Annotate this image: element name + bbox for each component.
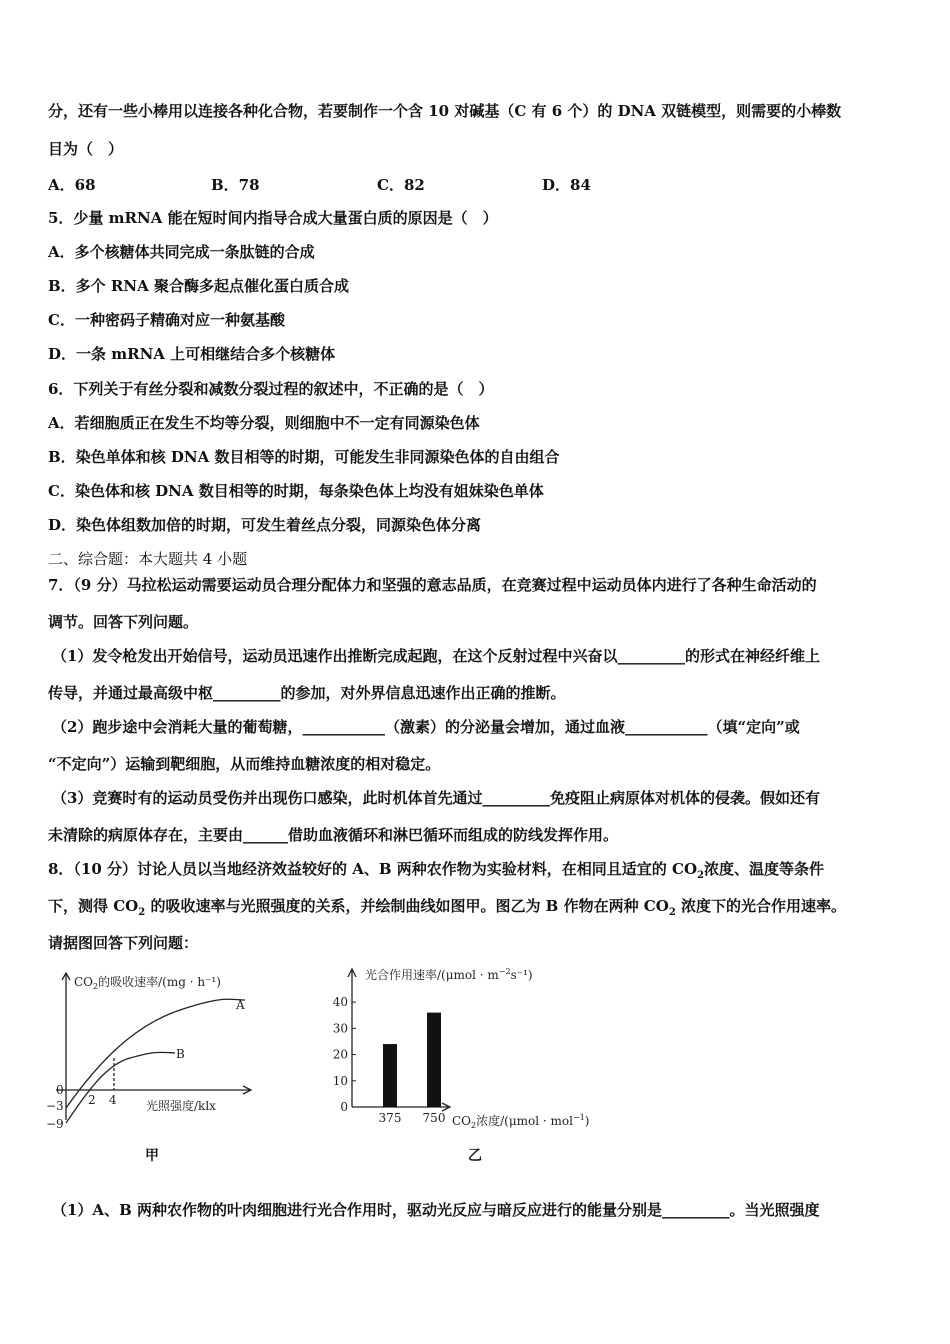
q5-option-b: B．多个 RNA 聚合酶多起点催化蛋白质合成	[48, 277, 349, 295]
yi-y-tick-3: 30	[332, 1021, 348, 1036]
yi-bar-750	[427, 1013, 441, 1107]
q5-option-a: A．多个核糖体共同完成一条肽链的合成	[48, 243, 315, 261]
yi-x-axis-label: $CO_2$浓度/(μmol · mol$^{-1}$)	[452, 1113, 590, 1130]
q8-part1-line1: （1）A、B 两种农作物的叶肉细胞进行光合作用时，驱动光反应与暗反应进行的能量分别是_________。当光照强度	[52, 1201, 820, 1219]
yi-y-tick-4: 40	[332, 995, 348, 1010]
section-heading: 二、综合题：本大题共 4 小题	[48, 550, 248, 568]
q6-option-b: B．染色单体和核 DNA 数目相等的时期，可能发生非同源染色体的自由组合	[48, 448, 560, 466]
q4-option-c: C．82	[377, 176, 425, 194]
yi-y-tick-1: 10	[332, 1073, 348, 1088]
yi-bar-375	[383, 1044, 397, 1107]
figure-jia-curve-chart	[40, 970, 270, 1130]
q5-option-c: C．一种密码子精确对应一种氨基酸	[48, 311, 285, 329]
jia-tick-0: 0	[56, 1083, 64, 1097]
figure-yi-bar-chart	[320, 962, 630, 1132]
q8-stem-line2: 下，测得 $CO_2$ 的吸收速率与光照强度的关系，并绘制曲线如图甲。图乙为 B 作物在两种 $CO_2$ 浓度下的光合作用速率。	[48, 897, 847, 918]
q4-stem-continuation: 分，还有一些小棒用以连接各种化合物，若要制作一个含 10 对碱基（C 有 6 个）的 DNA 双链模型，则需要的小棒数	[48, 102, 842, 120]
q6-option-d: D．染色体组数加倍的时期，可发生着丝点分裂，同源染色体分离	[48, 516, 482, 534]
q7-part2-line2: “不定向”）运输到靶细胞，从而维持血糖浓度的相对稳定。	[48, 755, 441, 773]
q5-option-d: D．一条 mRNA 上可相继结合多个核糖体	[48, 345, 336, 363]
q6-stem: 6．下列关于有丝分裂和减数分裂过程的叙述中，不正确的是（ ）	[48, 380, 494, 398]
q6-option-a: A．若细胞质正在发生不均等分裂，则细胞中不一定有同源染色体	[48, 414, 480, 432]
yi-x-tick-375: 375	[378, 1111, 402, 1125]
q7-part1-line1: （1）发令枪发出开始信号，运动员迅速作出推断完成起跑，在这个反射过程中兴奋以_________的形式在神经纤维上	[52, 647, 820, 665]
jia-y-axis-label: $CO_2$的吸收速率/(mg · h⁻¹)	[74, 975, 221, 991]
curve-b-label: B	[176, 1047, 185, 1061]
yi-y-tick-2: 20	[332, 1047, 348, 1062]
jia-tick-4: 4	[109, 1093, 117, 1107]
jia-x-axis-label: 光照强度/klx	[146, 1099, 216, 1113]
q8-stem-line1: 8．（10 分）讨论人员以当地经济效益较好的 A、B 两种农作物为实验材料，在相同且适宜的 $CO_2$浓度、温度等条件	[48, 860, 825, 881]
curve-a	[66, 999, 245, 1108]
jia-tick-neg9: −9	[46, 1117, 64, 1130]
jia-tick-2: 2	[88, 1093, 96, 1107]
q6-option-c: C．染色体和核 DNA 数目相等的时期，每条染色体上均没有姐妹染色单体	[48, 482, 544, 500]
q4-option-a: A．68	[48, 176, 96, 194]
yi-y-tick-0: 0	[340, 1100, 348, 1114]
q4-option-b: B．78	[211, 176, 260, 194]
jia-tick-neg3: −3	[46, 1099, 64, 1113]
q7-part2-line1: （2）跑步途中会消耗大量的葡萄糖，___________（激素）的分泌量会增加，通过血液___________（填“定向”或	[52, 718, 800, 736]
q7-stem-line1: 7．（9 分）马拉松运动需要运动员合理分配体力和坚强的意志品质，在竞赛过程中运动员体内进行了各种生命活动的	[48, 576, 817, 594]
q5-stem: 5．少量 mRNA 能在短时间内指导合成大量蛋白质的原因是（ ）	[48, 209, 498, 227]
q7-part1-line2: 传导，并通过最高级中枢_________的参加，对外界信息迅速作出正确的推断。	[48, 684, 566, 702]
q4-option-d: D．84	[542, 176, 591, 194]
q7-part3-line1: （3）竞赛时有的运动员受伤并出现伤口感染，此时机体首先通过_________免疫阻止病原体对机体的侵袭。假如还有	[52, 789, 820, 807]
yi-x-tick-750: 750	[422, 1111, 446, 1125]
q8-stem-line3: 请据图回答下列问题：	[48, 934, 199, 952]
figure-jia-caption: 甲	[145, 1148, 159, 1164]
figure-yi-caption: 乙	[468, 1148, 482, 1164]
q4-stem-end: 目为（ ）	[48, 140, 124, 158]
q7-part3-line2: 未清除的病原体存在，主要由______借助血液循环和淋巴循环而组成的防线发挥作用。	[48, 826, 619, 844]
q7-stem-line2: 调节。回答下列问题。	[48, 613, 199, 631]
yi-y-axis-label: 光合作用速率$/(\mu mol \cdot m^{-2}s^{-1})$	[365, 967, 533, 982]
curve-a-label: A	[236, 998, 245, 1012]
